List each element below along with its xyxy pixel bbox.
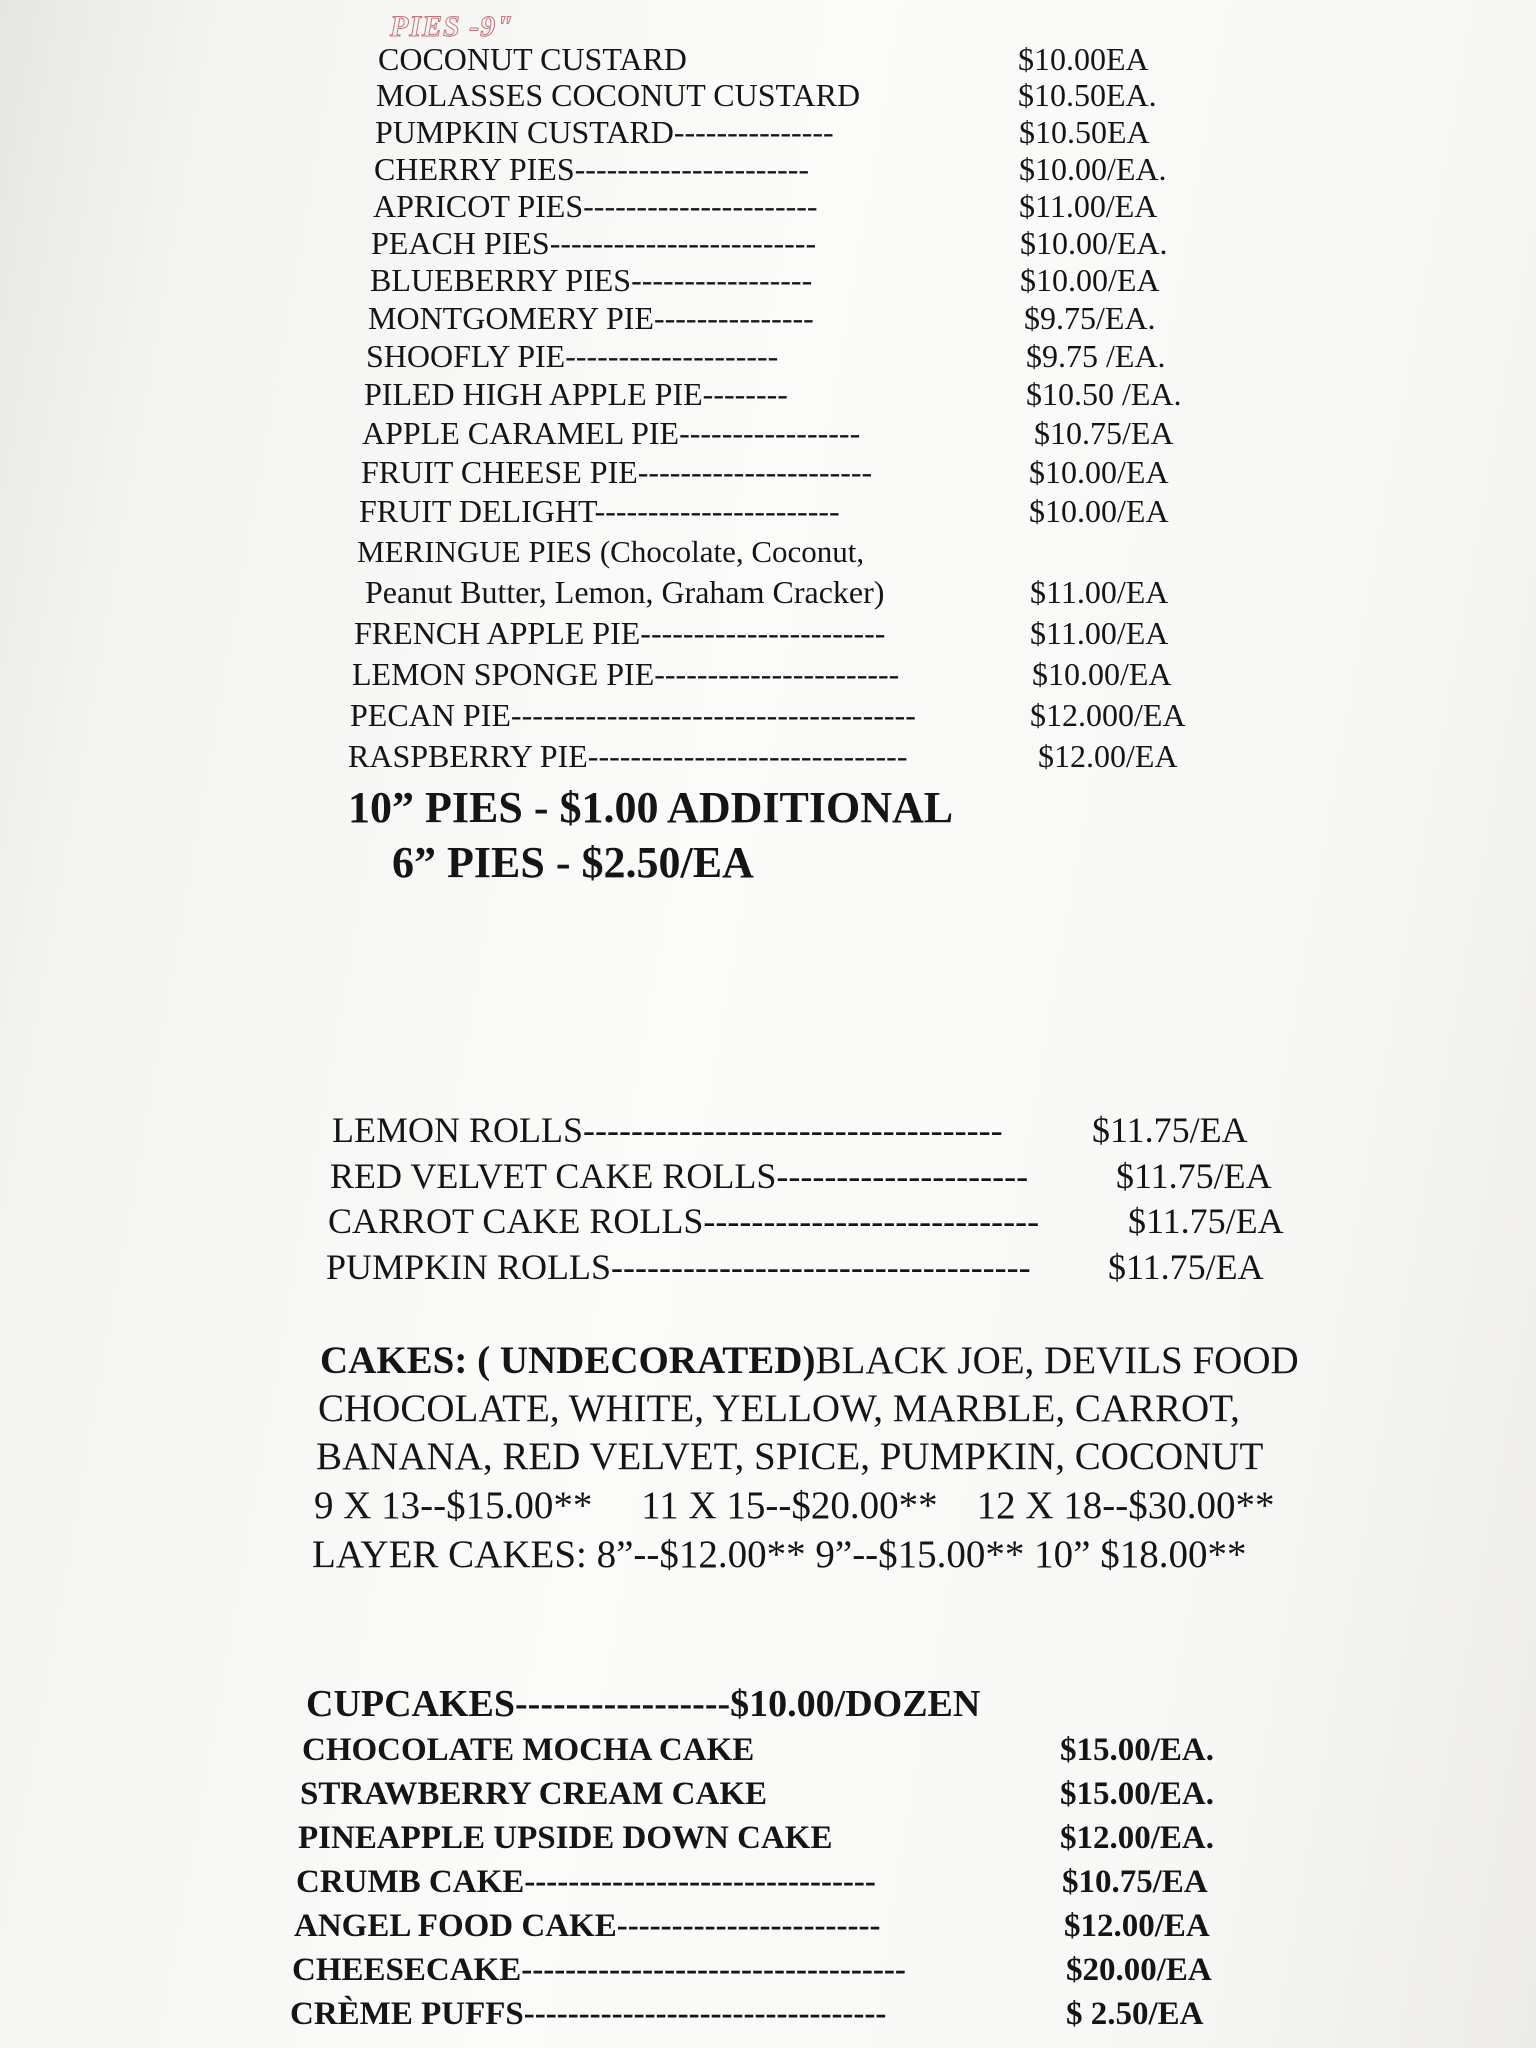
item-price: $10.00EA	[1018, 41, 1149, 77]
item-price: $10.50 /EA.	[1026, 376, 1182, 412]
item-price: $10.00/EA.	[1019, 151, 1167, 187]
item-name: CARROT CAKE ROLLS----------------------------	[328, 1201, 1040, 1241]
item-name: CHERRY PIES----------------------	[374, 151, 810, 187]
item-name: CHOCOLATE MOCHA CAKE	[302, 1732, 755, 1768]
pies-9-inch-heading: PIES -9"	[390, 10, 514, 43]
ten-inch-pies-note: 10” PIES - $1.00 ADDITIONAL	[348, 783, 954, 832]
item-name: COCONUT CUSTARD	[378, 41, 687, 77]
list-item	[366, 337, 1166, 375]
item-price: $12.00/EA.	[1060, 1820, 1215, 1856]
list-item	[365, 573, 1169, 611]
list-item	[326, 1245, 1264, 1289]
list-item	[330, 1154, 1272, 1198]
layer-cakes: LAYER CAKES: 8”--$12.00** 9”--$15.00** 10” $18.00**	[312, 1533, 1247, 1576]
item-name: ANGEL FOOD CAKE------------------------	[294, 1908, 881, 1944]
cakes-line-2: CHOCOLATE, WHITE, YELLOW, MARBLE, CARROT,	[318, 1387, 1240, 1430]
item-price: $10.00/EA.	[1020, 225, 1168, 261]
list-item	[292, 1950, 1212, 1990]
list-item	[294, 1906, 1210, 1946]
item-name: STRAWBERRY CREAM CAKE	[300, 1776, 767, 1812]
item-name: RASPBERRY PIE------------------------------	[348, 738, 908, 774]
item-price: $ 2.50/EA	[1066, 1996, 1204, 2032]
list-item	[374, 150, 1167, 188]
item-price: $10.75/EA	[1062, 1864, 1208, 1900]
item-price: $10.00/EA	[1029, 493, 1169, 529]
item-price: $12.00/EA	[1064, 1908, 1210, 1944]
item-price: $11.00/EA	[1019, 188, 1158, 224]
item-name: PILED HIGH APPLE PIE--------	[364, 376, 788, 412]
list-item	[370, 261, 1160, 299]
list-item	[364, 375, 1182, 413]
item-price: $11.00/EA	[1030, 615, 1169, 651]
list-item	[352, 655, 1172, 693]
item-name: MOLASSES COCONUT CUSTARD	[376, 77, 861, 113]
item-name: PUMPKIN ROLLS-----------------------------------	[326, 1247, 1031, 1287]
sheet-cake-sizes: 9 X 13--$15.00** 11 X 15--$20.00** 12 X 18--$30.00**	[314, 1484, 1275, 1527]
cakes-label: CAKES: ( UNDECORATED)	[320, 1339, 816, 1382]
item-name: CHEESECAKE-----------------------------------	[292, 1952, 906, 1988]
item-name: FRUIT DELIGHT-----------------------	[359, 493, 840, 529]
item-price: $10.00/EA	[1032, 656, 1172, 692]
item-name: CRÈME PUFFS---------------------------------	[290, 1996, 887, 2032]
item-name: Peanut Butter, Lemon, Graham Cracker)	[365, 574, 885, 610]
item-price: $12.00/EA	[1038, 738, 1178, 774]
cakes-line-1	[320, 1338, 1299, 1384]
item-name: LEMON ROLLS-----------------------------------	[332, 1110, 1003, 1150]
list-item	[361, 453, 1169, 491]
list-item	[328, 1199, 1284, 1243]
list-item	[296, 1862, 1208, 1902]
item-name: PECAN PIE--------------------------------------	[350, 697, 916, 733]
item-name: RED VELVET CAKE ROLLS---------------------	[330, 1156, 1029, 1196]
item-price: $11.00/EA	[1030, 574, 1169, 610]
item-name: PINEAPPLE UPSIDE DOWN CAKE	[298, 1820, 833, 1856]
item-price: $11.75/EA	[1128, 1201, 1284, 1241]
list-item	[348, 737, 1178, 775]
item-name: PUMPKIN CUSTARD---------------	[375, 114, 834, 150]
list-item	[350, 696, 1186, 734]
item-price: $10.00/EA	[1020, 262, 1160, 298]
item-price: $10.75/EA	[1034, 415, 1174, 451]
item-name: SHOOFLY PIE--------------------	[366, 338, 779, 374]
item-name: MONTGOMERY PIE---------------	[368, 300, 814, 336]
list-item	[302, 1730, 1215, 1770]
item-price: $11.75/EA	[1116, 1156, 1272, 1196]
item-name: APPLE CARAMEL PIE-----------------	[362, 415, 861, 451]
list-item	[300, 1774, 1215, 1814]
item-price: $15.00/EA.	[1060, 1732, 1215, 1768]
item-name: CRUMB CAKE--------------------------------	[296, 1864, 876, 1900]
meringue-pies-line-1: MERINGUE PIES (Chocolate, Coconut,	[357, 534, 865, 569]
six-inch-pies-note: 6” PIES - $2.50/EA	[392, 838, 754, 887]
cakes-flavors: BLACK JOE, DEVILS FOOD	[815, 1339, 1299, 1382]
item-price: $9.75/EA.	[1024, 300, 1156, 336]
list-item	[332, 1108, 1248, 1152]
list-item	[378, 40, 1149, 78]
cakes-line-3: BANANA, RED VELVET, SPICE, PUMPKIN, COCONUT	[316, 1435, 1264, 1478]
item-name: PEACH PIES-------------------------	[371, 225, 817, 261]
list-item	[354, 614, 1169, 652]
list-item	[376, 76, 1157, 114]
item-price: $11.75/EA	[1108, 1247, 1264, 1287]
list-item	[373, 187, 1158, 225]
item-name: FRUIT CHEESE PIE----------------------	[361, 454, 873, 490]
item-price: $12.000/EA	[1030, 697, 1186, 733]
item-price: $10.50EA.	[1018, 77, 1157, 113]
item-price: $11.75/EA	[1092, 1110, 1248, 1150]
list-item	[298, 1818, 1215, 1858]
item-name: FRENCH APPLE PIE-----------------------	[354, 615, 886, 651]
item-name: LEMON SPONGE PIE-----------------------	[352, 656, 900, 692]
item-price: $10.50EA	[1019, 114, 1150, 150]
list-item	[375, 113, 1150, 151]
item-price: $10.00/EA	[1029, 454, 1169, 490]
list-item	[368, 299, 1156, 337]
item-name: BLUEBERRY PIES-----------------	[370, 262, 813, 298]
list-item	[290, 1994, 1204, 2034]
item-price: $9.75 /EA.	[1026, 338, 1166, 374]
cupcakes-line: CUPCAKES-----------------$10.00/DOZEN	[306, 1683, 981, 1725]
list-item	[359, 492, 1169, 530]
item-price: $15.00/EA.	[1060, 1776, 1215, 1812]
list-item	[362, 414, 1174, 452]
item-price: $20.00/EA	[1066, 1952, 1212, 1988]
item-name: APRICOT PIES----------------------	[373, 188, 818, 224]
list-item	[371, 224, 1168, 262]
